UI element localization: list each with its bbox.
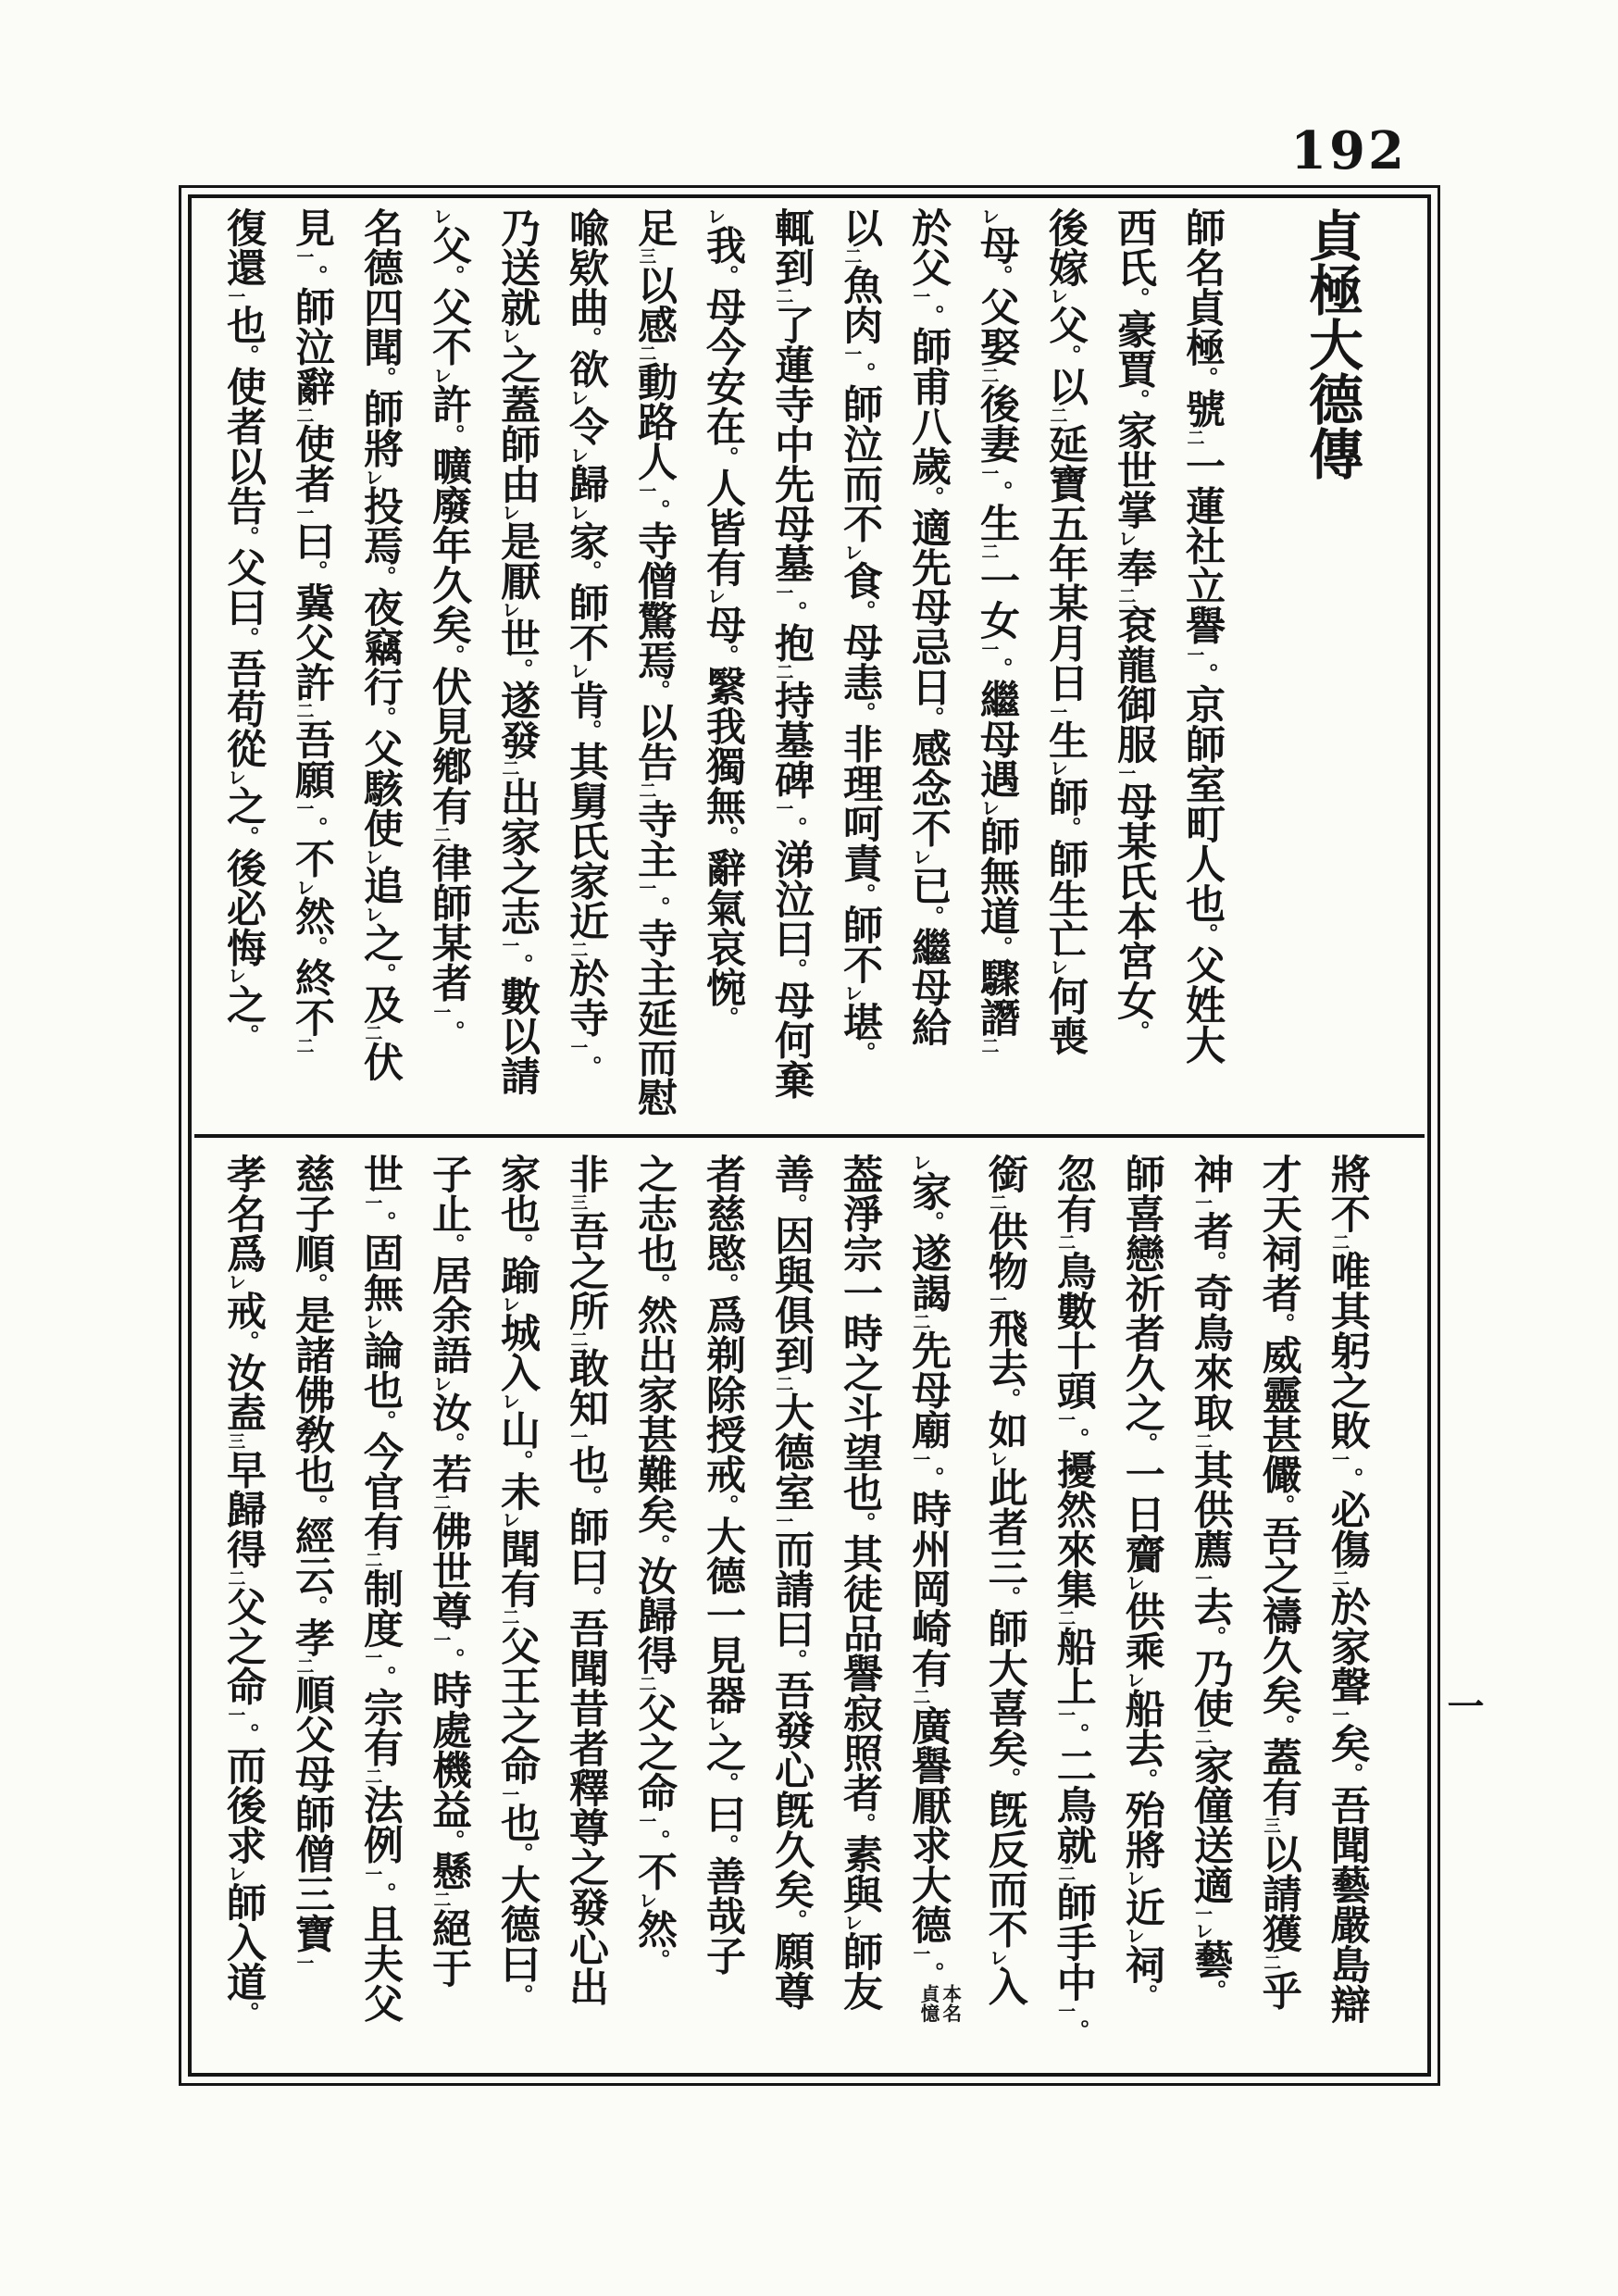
inline-note-line: 本名 bbox=[939, 1983, 962, 2022]
text-column: 非㆔吾之所㆓敢知㆒也。師曰。吾聞昔者釋尊之發心出 bbox=[563, 1154, 609, 2007]
text-column: 善。因與俱到㆓大德室㆒而請曰。吾發心旣久矣。願尊 bbox=[768, 1154, 815, 2011]
text-column: 名德四聞。師將㆑投焉。夜竊行。父駭使㆑追㆑之。及㆓伏 bbox=[357, 207, 404, 1082]
text-column: 西氏。豪賈。家世掌㆑奉㆓袞龍御服㆒母某氏本宮女。 bbox=[1111, 207, 1157, 1042]
text-column: 將不㆓唯其躬之敗㆒。必傷㆓於家聲㆒矣。吾聞藝嚴島辯 bbox=[1324, 1154, 1371, 2024]
inline-note-line: 貞憶 bbox=[917, 1983, 940, 2022]
text-column: 忽有㆓鳥數十頭㆒。擾然來集㆓船上㆒。二鳥就㆓師手中㆒。 bbox=[1050, 1154, 1097, 2041]
text-column: 子止。居余語㆑汝。若㆓佛世尊㆒。時處機益。懸㆓絕于 bbox=[426, 1154, 472, 1989]
text-column: 後嫁㆑父。以㆓延寶五年某月日㆒生㆑師。師生亡㆑何喪 bbox=[1042, 207, 1089, 1055]
text-column: 神㆒者。奇鳥來取㆓其供薦㆒去。乃使㆓家僮送適㆒㆑藝。 bbox=[1187, 1154, 1234, 2002]
text-column: 銜㆓供物㆒飛去。如㆑此者三。師大喜矣。旣反而不㆑入 bbox=[981, 1154, 1028, 2006]
text-column: 足㆔以感㆓動路人㆒。寺僧驚焉。以告㆓寺主㆒。寺主延而慰 bbox=[631, 207, 678, 1117]
column-text: ㆑家。遂謁㆓先母廟㆒。時州岡崎有㆓廣譽厭求大德㆒。 bbox=[905, 1154, 952, 1984]
text-column: 世㆒。固無㆑論也。今官有㆓制度㆒。宗有㆓法例㆒。且夫父 bbox=[357, 1154, 404, 2024]
upper-register bbox=[192, 198, 1395, 1129]
text-column: 見㆒。師泣辭㆓使者㆒曰。冀父許㆓吾願㆒。不㆑然。終不㆓ bbox=[289, 207, 335, 1055]
text-column-with-note bbox=[903, 1154, 961, 2068]
lower-register bbox=[192, 1142, 1401, 2068]
text-column: 喩欵曲。欲㆑令㆑歸㆑家。師不㆑肯。其舅氏家近㆓於寺㆒。 bbox=[563, 207, 609, 1078]
folio-marker: 一 bbox=[1441, 1687, 1485, 1724]
text-column: 孝名爲㆑戒。汝盍㆔早歸得㆓父之命㆒。而後求㆑師入道。 bbox=[220, 1154, 267, 2024]
page-number: 192 bbox=[1290, 120, 1407, 181]
text-column: 輒到㆓了蓮寺中先母墓㆒。抱㆓持墓碑㆒。涕泣曰。母何棄 bbox=[768, 207, 815, 1100]
page-frame bbox=[179, 185, 1440, 2086]
text-column: 乃送就㆑之蓋師由㆑是厭㆑世。遂發㆓出家之志㆒。數以請 bbox=[494, 207, 541, 1095]
text-column: 慈子順。是諸佛敎也。經云。孝㆓順父母師僧三寶㆒ bbox=[289, 1154, 335, 1971]
text-column: ㆑我。母今安在。人皆有㆑母。繄我獨無。辭氣哀惋。 bbox=[700, 207, 746, 1029]
frame-inner-border bbox=[188, 194, 1431, 2077]
text-column: 復還㆒也。使者以告。父曰。吾苟從㆑之。後必悔㆑之。 bbox=[220, 207, 267, 1047]
text-column: 於父㆒。師甫八歲。適先母忌日。感念不㆑已。繼母給 bbox=[905, 207, 952, 1047]
text-column: 家也。踰㆑城入㆑山。未㆑聞有㆓父王之命㆒也。大德曰。 bbox=[494, 1154, 541, 2006]
text-column: 之志也。然出家甚難矣。汝歸得㆓父之命㆒。不㆑然。 bbox=[631, 1154, 678, 1971]
text-column: 才天祠者。威靈甚儼。吾之禱久矣。蓋有㆔以請獲㆓乎 bbox=[1255, 1154, 1302, 2011]
text-column: 師名貞極。號㆓一蓮社立譽㆒。京師室町人也。父姓大 bbox=[1179, 207, 1226, 1065]
text-column: 者慈愍。爲剃除授戒。大德一見器㆑之。曰。善哉子 bbox=[700, 1154, 746, 1976]
article-title: 貞極大德傳 bbox=[1300, 207, 1363, 480]
text-column: 以㆓魚肉㆒。師泣而不㆑食。母恚。非理呵責。師不㆑堪。 bbox=[837, 207, 883, 1064]
inline-note bbox=[916, 1984, 960, 2022]
text-column: ㆑父。父不㆑許。曠廢年久矣。伏見鄕有㆓律師某者㆒。 bbox=[426, 207, 472, 1042]
text-column: 葢淨宗一時之斗望也。其徒品譽寂照者。素與㆑師友 bbox=[837, 1154, 883, 2012]
text-column: 師喜戀祈者久之。一日齎㆑供乘㆑船去。殆將㆑近㆑祠。 bbox=[1118, 1154, 1165, 2006]
text-column: ㆑母。父娶㆓後妻㆒。生㆓一女㆒。繼母遇㆑師無道。驟譖㆓ bbox=[974, 207, 1020, 1055]
register-divider bbox=[194, 1134, 1425, 1138]
